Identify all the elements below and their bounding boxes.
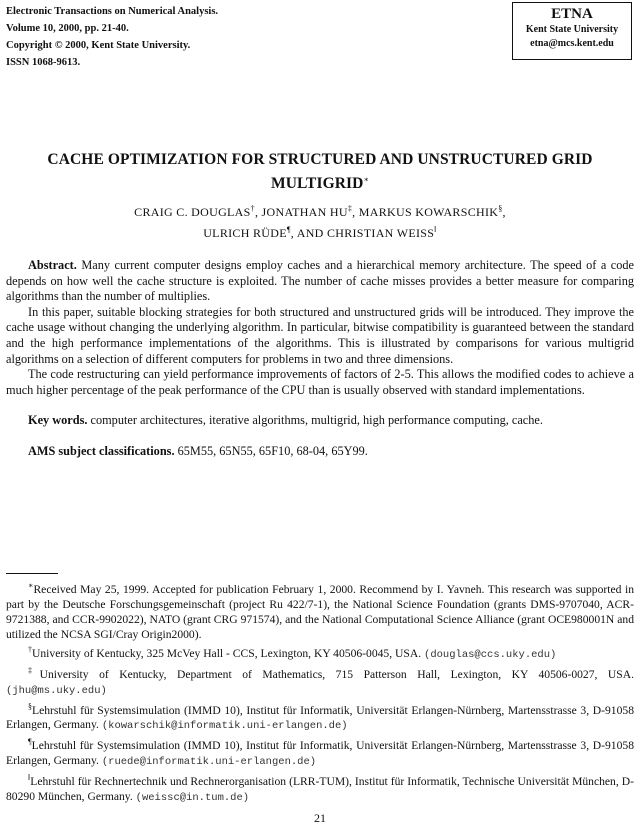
footnote: [6, 699, 634, 735]
footnote-email-link[interactable]: (ruede@informatik.uni-erlangen.de): [101, 756, 317, 769]
paper-title-text: CACHE OPTIMIZATION FOR STRUCTURED AND UNSTRUCTURED GRID MULTIGRID: [47, 151, 593, 193]
author-line-1: [20, 200, 620, 221]
footnote-text: University of Kentucky, Department of Mathematics, 715 Patterson Hall, Lexington, KY 40506-0027, USA.: [39, 667, 635, 681]
etna-logo-box: [512, 2, 632, 60]
title-footnote-mark: ∗: [363, 175, 370, 184]
ams-text: 65M55, 65N55, 65F10, 68-04, 65Y99.: [177, 443, 368, 458]
abstract-paragraph-2: In this paper, suitable blocking strategies for both structured and unstructured grids will be introduced. They improve the cache usage without changing the underlying algorithm. In particular, bitwise compatibility is guaranteed between the standard and the high performance implementations of the algorithms. This is illustrated by comparisons for various multigrid algorithms on a selection of different computers for problems in two and three dimensions.: [6, 304, 634, 366]
footnote-divider: [6, 573, 58, 574]
footnote-mark: ‡: [28, 665, 40, 675]
author-name: JONATHAN HU: [261, 205, 348, 219]
author-name: MARKUS KOWARSCHIK: [358, 205, 499, 219]
footnote-mark: ¶: [28, 737, 32, 747]
footnote-email-link[interactable]: (douglas@ccs.uky.edu): [424, 648, 557, 661]
footnote: [6, 578, 634, 642]
author-mark: ‖: [434, 225, 437, 234]
footnote-text: Lehrstuhl für Systemsimulation (IMMD 10), Institut für Informatik, Universität Erlangen-Nürnberg, Martensstrasse 3, D-91058 Erlangen, Germany.: [6, 739, 634, 768]
footnote-email-link[interactable]: (jhu@ms.uky.edu): [6, 684, 107, 697]
footnotes: [6, 578, 634, 806]
keywords-label: Key words.: [28, 413, 88, 428]
footnote: [6, 734, 634, 770]
abstract-section: [6, 258, 634, 460]
abstract-paragraph-3: The code restructuring can yield performance improvements of factors of 2-5. This allows the modified codes to achieve a much higher percentage of the peak performance of the CPU than is usually observed with standard implementations.: [6, 367, 634, 397]
footnote-mark: §: [28, 701, 32, 711]
footnote-text: Lehrstuhl für Rechnertechnik und Rechnerorganisation (LRR-TUM), Institut für Informatik, Technische Universität München, D-80290 München, Germany.: [6, 775, 634, 804]
journal-header: [6, 3, 218, 71]
ams-label: AMS subject classifications.: [28, 443, 175, 458]
author-separator: ,: [254, 205, 262, 219]
author-mark: †: [250, 204, 255, 213]
footnote-mark: ∗: [28, 581, 34, 590]
page-number: 21: [314, 811, 326, 825]
footnote: [6, 663, 634, 699]
author-separator: ,: [352, 205, 359, 219]
keywords-text: computer architectures, iterative algorithms, multigrid, high performance computing, cache.: [90, 413, 543, 428]
author-name: ULRICH RÜDE: [203, 226, 287, 240]
ams-classifications: [6, 444, 634, 460]
footnote-email-link[interactable]: (weissc@in.tum.de): [135, 792, 250, 805]
journal-issn: ISSN 1068-9613.: [6, 57, 81, 68]
footnote-text: Received May 25, 1999. Accepted for publication February 1, 2000. Recommend by I. Yavneh. This research was supported in part by the Deutsche Forschungsgemeinschaft (project Ru 422/7-1), the National Science Foundation (grants DMS-9707040, ACR-9721388, and CCR-9902022), NATO (grant CRG 971574), and the National Computational Science Alliance (grant OCE980001N and utilized the NCSA SGI/Cray Origin2000).: [6, 582, 634, 641]
footnote-email-link[interactable]: (kowarschik@informatik.uni-erlangen.de): [101, 720, 348, 733]
author-mark: §: [498, 204, 503, 213]
footnote-mark: ‖: [28, 773, 31, 783]
footnote-text: University of Kentucky, 325 McVey Hall - CCS, Lexington, KY 40506-0045, USA.: [32, 646, 422, 660]
journal-name: Electronic Transactions on Numerical Analysis.: [6, 6, 219, 17]
footnote: [6, 770, 634, 806]
footnote-mark: †: [28, 644, 32, 654]
etna-email: etna@mcs.kent.edu: [530, 38, 614, 49]
author-mark: ‡: [347, 204, 353, 213]
etna-acronym: ETNA: [551, 6, 593, 22]
author-separator: ,: [502, 205, 506, 219]
etna-university: Kent State University: [525, 24, 619, 35]
author-separator: , AND: [290, 226, 327, 240]
keywords: [6, 413, 634, 429]
author-name: CHRISTIAN WEISS: [326, 226, 435, 240]
abstract-label: Abstract.: [28, 258, 77, 272]
author-mark: ¶: [286, 225, 291, 234]
journal-copyright: Copyright © 2000, Kent State University.: [6, 40, 191, 51]
author-line-2: [20, 221, 620, 242]
abstract-text: Many current computer designs employ caches and a hierarchical memory architecture. The speed of a code depends on how well the cache structure is exploited. The number of cache misses provides a better measure for comparing algorithms than the number of multiplies.: [6, 258, 635, 304]
author-list: [20, 200, 620, 242]
abstract-paragraph-1: [6, 258, 634, 305]
author-name: CRAIG C. DOUGLAS: [134, 205, 251, 219]
paper-title: [20, 150, 620, 194]
journal-volume: Volume 10, 2000, pp. 21-40.: [6, 23, 129, 34]
footnote-text: Lehrstuhl für Systemsimulation (IMMD 10), Institut für Informatik, Universität Erlangen-Nürnberg, Martensstrasse 3, D-91058 Erlangen, Germany.: [6, 703, 634, 732]
footnote: [6, 642, 634, 663]
